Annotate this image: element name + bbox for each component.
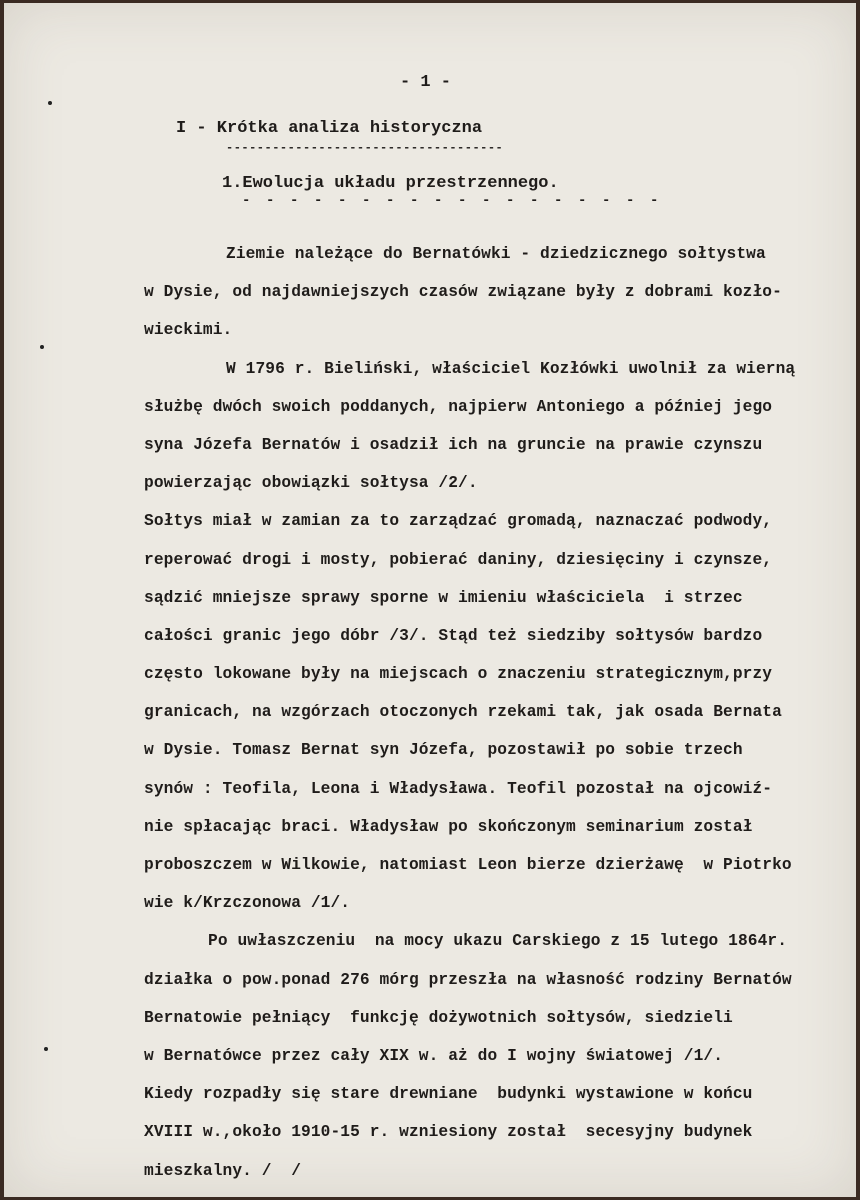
subsection-underline: - - - - - - - - - - - - - - - - - - (242, 193, 663, 209)
text-line: w Dysie. Tomasz Bernat syn Józefa, pozostawił po sobie trzech (144, 741, 743, 760)
text-line: często lokowane były na miejscach o znaczeniu strategicznym,przy (144, 665, 773, 684)
page-number: - 1 - (400, 73, 452, 92)
text-line: synów : Teofila, Leona i Władysława. Teofil pozostał na ojcowiź- (144, 779, 773, 798)
text-line: Kiedy rozpadły się stare drewniane budynki wystawione w końcu (144, 1085, 753, 1104)
margin-dot (48, 101, 52, 105)
text-line: mieszkalny. / / (144, 1161, 302, 1180)
text-line: wieckimi. (144, 321, 233, 340)
text-line: proboszczem w Wilkowie, natomiast Leon bierze dzierżawę w Piotrko (144, 856, 792, 874)
text-line: Sołtys miał w zamian za to zarządzać gromadą, naznaczać podwody, (144, 512, 773, 531)
text-line: w Dysie, od najdawniejszych czasów związane były z dobrami kozło- (144, 283, 782, 302)
text-line: działka o pow.ponad 276 mórg przeszła na własność rodziny Bernatów (144, 970, 792, 989)
text-line: reperować drogi i mosty, pobierać daniny, dziesięciny i czynsze, (144, 550, 773, 569)
text-line: Bernatowie pełniący funkcję dożywotnich sołtysów, siedzieli (144, 1008, 733, 1027)
text-line: Ziemie należące do Bernatówki - dziedzicznego sołtystwa (226, 245, 766, 263)
body-text (144, 235, 854, 1190)
text-line: W 1796 r. Bieliński, właściciel Kozłówki uwolnił za wierną (226, 359, 796, 378)
text-line: sądzić mniejsze sprawy sporne w imieniu właściciela i strzec (144, 588, 743, 607)
text-line: służbę dwóch swoich poddanych, najpierw Antoniego a później jego (144, 397, 773, 416)
text-line: nie spłacając braci. Władysław po skończonym seminarium został (144, 817, 753, 836)
text-line: wie k/Krzczonowa /1/. (144, 894, 351, 913)
text-line: całości granic jego dóbr /3/. Stąd też siedziby sołtysów bardzo (144, 626, 763, 645)
margin-dot (40, 345, 44, 349)
text-line: granicach, na wzgórzach otoczonych rzekami tak, jak osada Bernata (144, 703, 782, 722)
margin-dot (44, 1047, 48, 1051)
text-line: XVIII w.,około 1910-15 r. wzniesiony został secesyjny budynek (144, 1123, 753, 1142)
text-line: syna Józefa Bernatów i osadził ich na gruncie na prawie czynszu (144, 435, 763, 454)
subsection-title: 1.Ewolucja układu przestrzennego. (222, 174, 559, 193)
section-title: I - Krótka analiza historyczna (176, 119, 483, 138)
section-underline: ------------------------------------ (226, 141, 504, 155)
text-line: powierzając obowiązki sołtysa /2/. (144, 474, 478, 493)
document-page (4, 3, 856, 1197)
text-line: Po uwłaszczeniu na mocy ukazu Carskiego z 15 lutego 1864r. (208, 932, 788, 951)
text-line: w Bernatówce przez cały XIX w. aż do I wojny światowej /1/. (144, 1046, 724, 1065)
